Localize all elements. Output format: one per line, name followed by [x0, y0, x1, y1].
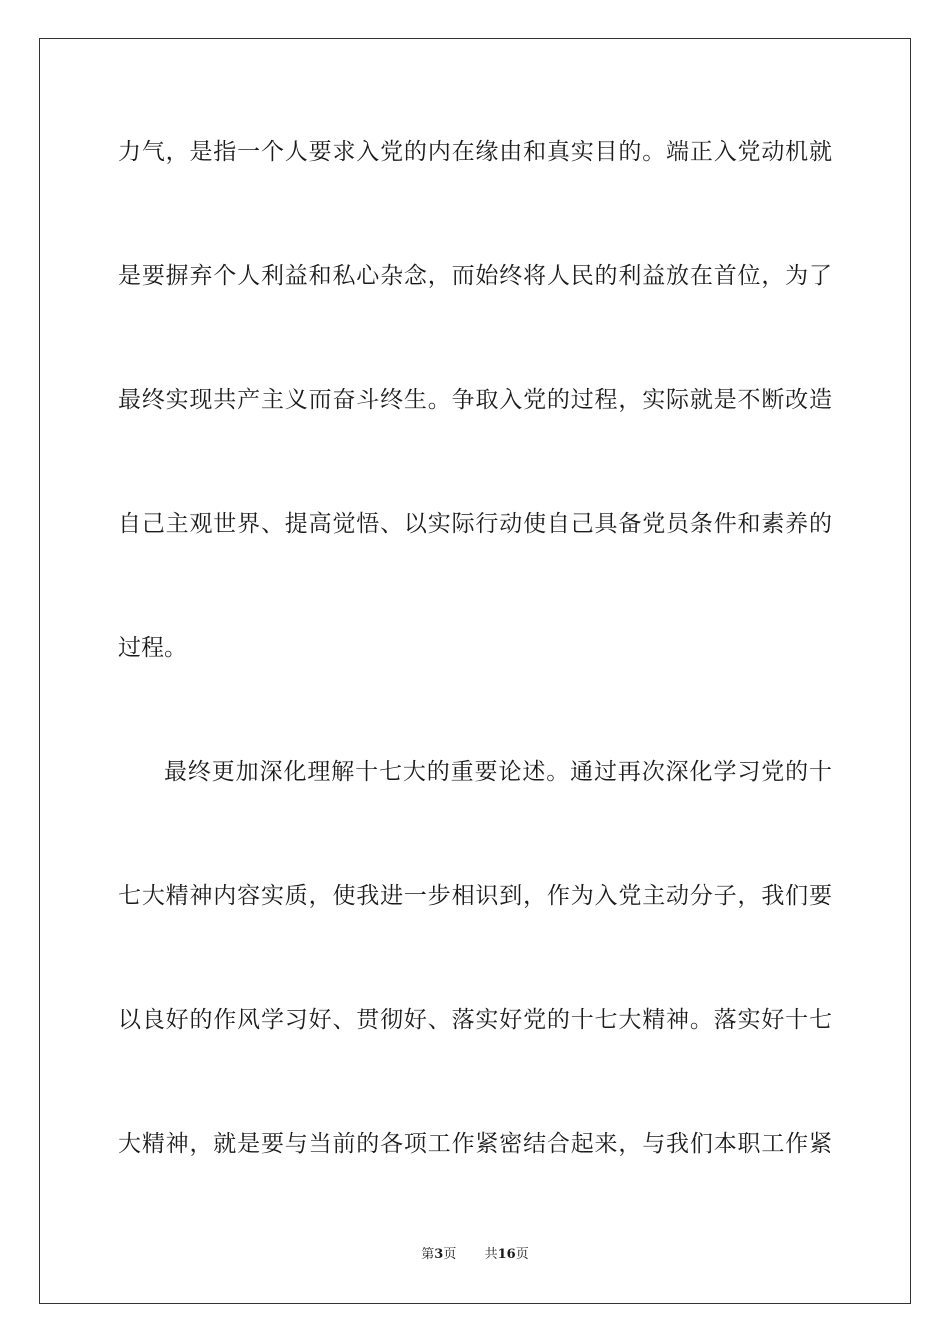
total-prefix: 共 — [484, 1247, 498, 1262]
text-line: 大精神，就是要与当前的各项工作紧密结合起来，与我们本职工作紧 — [118, 1131, 832, 1157]
page-border — [39, 38, 911, 1304]
page-number — [421, 1246, 456, 1264]
text-line: 自己主观世界、提高觉悟、以实际行动使自己具备党员条件和素养的 — [118, 511, 832, 537]
page-total — [485, 1246, 529, 1264]
text-line: 以良好的作风学习好、贯彻好、落实好党的十七大精神。落实好十七 — [118, 1007, 832, 1033]
current-page: 3 — [434, 1247, 444, 1262]
text-line: 最终更加深化理解十七大的重要论述。通过再次深化学习党的十 — [164, 759, 832, 785]
total-pages: 16 — [497, 1247, 516, 1262]
page-prefix: 第 — [421, 1247, 435, 1262]
text-line: 过程。 — [118, 635, 187, 661]
text-line: 力气，是指一个人要求入党的内在缘由和真实目的。端正入党动机就 — [118, 139, 832, 165]
page-suffix: 页 — [443, 1247, 457, 1262]
text-line: 最终实现共产主义而奋斗终生。争取入党的过程，实际就是不断改造 — [118, 387, 832, 413]
page-footer — [0, 1246, 950, 1264]
text-line: 是要摒弃个人利益和私心杂念，而始终将人民的利益放在首位，为了 — [118, 263, 832, 289]
total-suffix: 页 — [515, 1247, 529, 1262]
text-line: 七大精神内容实质，使我进一步相识到，作为入党主动分子，我们要 — [118, 883, 832, 909]
